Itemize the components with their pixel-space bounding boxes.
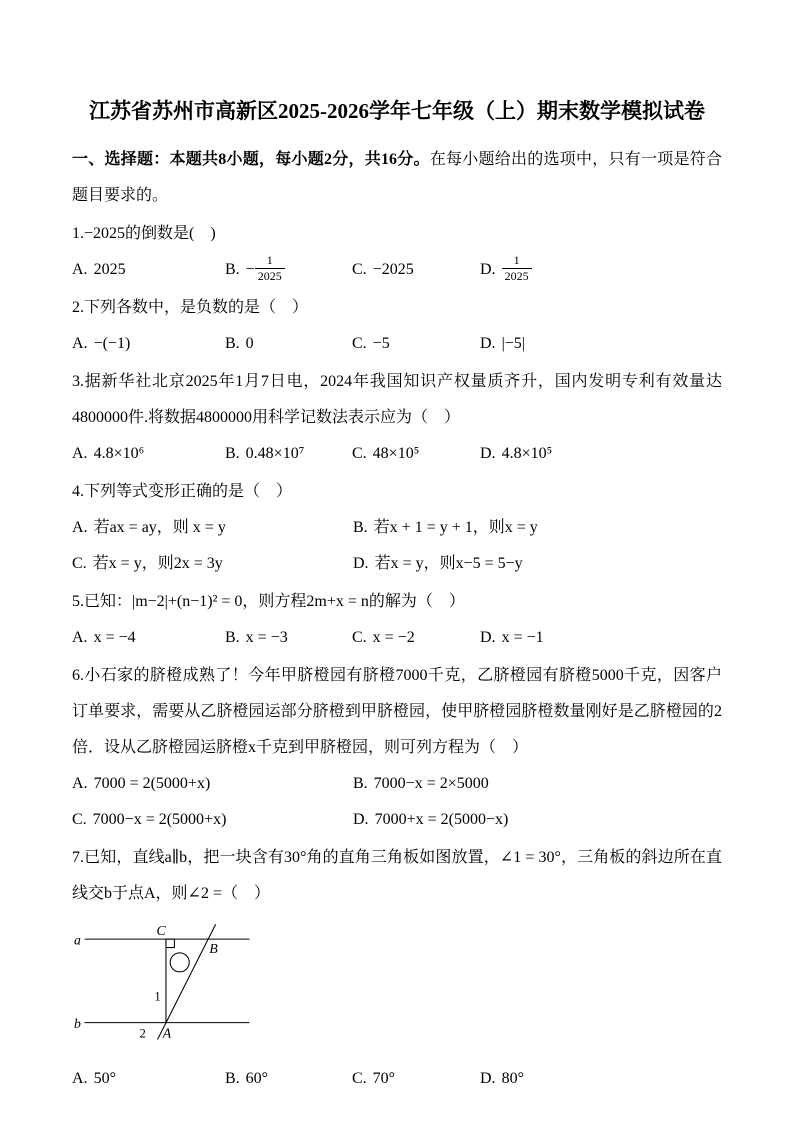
- option-text: |−5|: [501, 334, 525, 352]
- fraction-denominator: 2025: [257, 268, 282, 283]
- option-label: A.: [72, 628, 88, 646]
- option-text: 若ax = ay，则 x = y: [93, 518, 226, 536]
- question-7-figure: [74, 922, 722, 1045]
- question-2-option-b: [225, 326, 352, 362]
- question-5-option-d: [480, 620, 722, 656]
- option-text: −2025: [372, 260, 414, 278]
- question-3-option-a: [72, 436, 225, 472]
- question-4-stem: 4.下列等式变形正确的是（ ）: [72, 482, 293, 500]
- option-label: A.: [72, 518, 88, 536]
- option-label: D.: [353, 810, 369, 828]
- question-1-stem: 1.−2025的倒数是( ): [72, 224, 216, 242]
- question-3-option-b: [225, 436, 352, 472]
- fraction-numerator: 1: [502, 253, 532, 269]
- question-3-stem: 3.据新华社北京2025年1月7日电，2024年我国知识产权量质齐升，国内发明专利有效量达4800000件.将数据4800000用科学记数法表示应为（ ）: [72, 372, 722, 426]
- question-4-options: [72, 510, 722, 582]
- option-text: 0: [245, 334, 254, 352]
- exam-title: 江苏省苏州市高新区2025-2026学年七年级（上）期末数学模拟试卷: [89, 99, 705, 123]
- right-angle-marker: [166, 939, 174, 947]
- option-label: D.: [480, 334, 496, 352]
- question-2-stem: 2.下列各数中，是负数的是（ ）: [72, 298, 309, 316]
- label-point-a: A: [162, 1024, 172, 1040]
- option-label: B.: [225, 334, 240, 352]
- option-label: C.: [352, 260, 367, 278]
- question-6-option-d: [353, 802, 722, 838]
- option-label: B.: [225, 1069, 240, 1087]
- option-label: A.: [72, 334, 88, 352]
- option-label: D.: [480, 628, 496, 646]
- question-5-option-c: [352, 620, 480, 656]
- label-point-b: B: [209, 940, 218, 956]
- question-4-option-c: [72, 546, 353, 582]
- label-line-a: a: [74, 931, 81, 947]
- question-5: [72, 584, 722, 656]
- triangle-hole-circle: [170, 952, 189, 971]
- question-6: [72, 658, 722, 838]
- question-5-option-a: [72, 620, 225, 656]
- question-7-option-c: [352, 1061, 480, 1097]
- option-text: 70°: [372, 1069, 396, 1087]
- fraction-denominator: 2025: [504, 268, 529, 283]
- label-angle-1: 1: [154, 988, 161, 1003]
- option-text: 若x = y，则2x = 3y: [92, 554, 223, 572]
- option-text: 7000+x = 2(5000−x): [374, 810, 509, 828]
- option-text: 7000−x = 2×5000: [373, 774, 489, 792]
- label-point-c: C: [156, 922, 166, 938]
- question-4-option-a: [72, 510, 353, 546]
- question-5-stem: 5.已知：|m−2|+(n−1)² = 0，则方程2m+x = n的解为（ ）: [72, 592, 465, 610]
- question-4-option-d: [353, 546, 722, 582]
- question-3-option-c: [352, 436, 480, 472]
- section-heading-bold: 一、选择题：本题共8小题，每小题2分，共16分。: [72, 150, 430, 168]
- question-6-option-c: [72, 802, 353, 838]
- option-sign: −: [245, 260, 255, 278]
- option-text: 48×10⁵: [372, 444, 420, 462]
- question-2-option-d: [480, 326, 722, 362]
- option-label: C.: [352, 628, 367, 646]
- fraction-numerator: 1: [255, 253, 285, 269]
- question-2-options: [72, 326, 722, 362]
- label-line-b: b: [74, 1015, 81, 1031]
- question-1-option-d: [480, 252, 722, 288]
- option-label: C.: [352, 444, 367, 462]
- question-2-option-c: [352, 326, 480, 362]
- question-3-option-d: [480, 436, 722, 472]
- parallel-lines-triangle-diagram: [74, 922, 259, 1045]
- question-5-option-b: [225, 620, 352, 656]
- option-label: A.: [72, 444, 88, 462]
- section-heading-rest: 在每小题给出的选项中，只有一项是符合题目要求的。: [72, 150, 722, 204]
- question-1-options: [72, 252, 722, 288]
- option-text: 7000−x = 2(5000+x): [92, 810, 227, 828]
- option-label: D.: [353, 554, 369, 572]
- question-7-option-d: [480, 1061, 722, 1097]
- option-text: 若x + 1 = y + 1，则x = y: [373, 518, 538, 536]
- question-7-stem: 7.已知，直线a∥b，把一块含有30°角的直角三角板如图放置，∠1 = 30°，三角板的斜边所在直线交b于点A，则∠2 =（ ）: [72, 848, 722, 902]
- fraction: [255, 253, 285, 284]
- question-7-options: [72, 1061, 722, 1097]
- section-heading: [72, 142, 722, 214]
- option-text: x = −1: [501, 628, 544, 646]
- option-label: B.: [225, 260, 240, 278]
- question-3-options: [72, 436, 722, 472]
- question-1-option-a: [72, 252, 225, 288]
- question-7-option-b: [225, 1061, 352, 1097]
- option-text: 2025: [93, 260, 126, 278]
- option-label: C.: [72, 810, 87, 828]
- option-label: A.: [72, 1069, 88, 1087]
- option-text: x = −4: [93, 628, 136, 646]
- question-4-option-b: [353, 510, 722, 546]
- question-2-option-a: [72, 326, 225, 362]
- question-6-option-a: [72, 766, 353, 802]
- option-text: x = −3: [245, 628, 288, 646]
- question-6-options: [72, 766, 722, 838]
- option-text: 80°: [501, 1069, 524, 1087]
- question-5-options: [72, 620, 722, 656]
- question-1: [72, 216, 722, 288]
- option-label: C.: [352, 1069, 367, 1087]
- option-label: A.: [72, 260, 88, 278]
- option-text: 7000 = 2(5000+x): [93, 774, 211, 792]
- option-label: B.: [225, 444, 240, 462]
- option-label: D.: [480, 260, 496, 278]
- question-6-stem: 6.小石家的脐橙成熟了！今年甲脐橙园有脐橙7000千克，乙脐橙园有脐橙5000千克，因客户订单要求，需要从乙脐橙园运部分脐橙到甲脐橙园，使甲脐橙园脐橙数量刚好是乙脐橙园的2倍．设从乙脐橙园运脐橙x千克到甲脐橙园，则可列方程为（ ）: [72, 666, 722, 756]
- option-text: 若x = y，则x−5 = 5−y: [374, 554, 523, 572]
- question-3: [72, 364, 722, 472]
- question-1-option-c: [352, 252, 480, 288]
- option-label: B.: [225, 628, 240, 646]
- question-7: [72, 840, 722, 1097]
- question-7-option-a: [72, 1061, 225, 1097]
- question-6-option-b: [353, 766, 722, 802]
- option-text: 50°: [93, 1069, 116, 1087]
- question-2: [72, 290, 722, 362]
- option-text: −(−1): [93, 334, 131, 352]
- fraction: [502, 253, 532, 284]
- question-4: [72, 474, 722, 582]
- question-1-option-b: [225, 252, 352, 288]
- option-text: 60°: [245, 1069, 269, 1087]
- option-label: C.: [72, 554, 87, 572]
- option-label: D.: [480, 1069, 496, 1087]
- option-text: 4.8×10⁶: [93, 444, 145, 462]
- label-angle-2: 2: [139, 1025, 146, 1040]
- option-label: B.: [353, 518, 368, 536]
- option-text: x = −2: [372, 628, 415, 646]
- option-text: −5: [372, 334, 390, 352]
- option-label: B.: [353, 774, 368, 792]
- option-label: D.: [480, 444, 496, 462]
- option-label: A.: [72, 774, 88, 792]
- option-text: 0.48×10⁷: [245, 444, 305, 462]
- option-label: C.: [352, 334, 367, 352]
- option-text: 4.8×10⁵: [501, 444, 553, 462]
